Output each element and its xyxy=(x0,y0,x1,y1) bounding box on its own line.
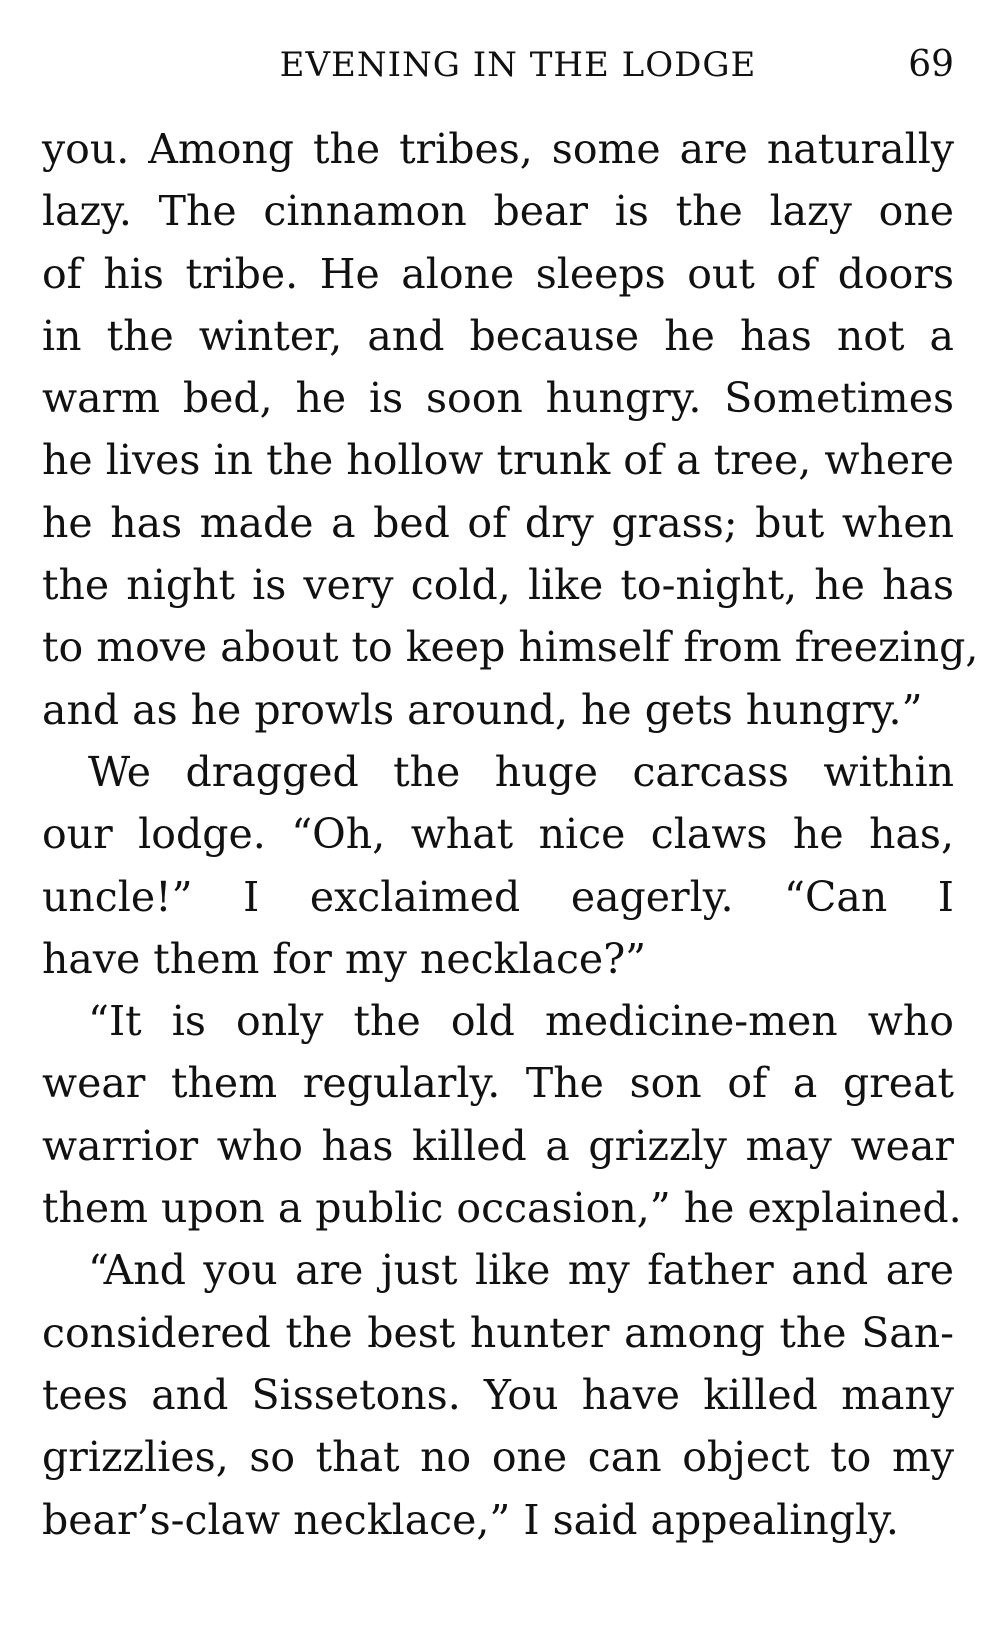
text-line: to move about to keep himself from freezing, xyxy=(42,623,979,672)
text-line: considered the best hunter among the San- xyxy=(42,1308,954,1357)
text-line: them upon a public occasion,” he explained. xyxy=(42,1184,962,1233)
text-line: he lives in the hollow trunk of a tree, where xyxy=(42,436,954,485)
text-line: lazy. The cinnamon bear is the lazy one xyxy=(42,187,954,236)
paragraph-first-line: “It is only the old medicine-men who xyxy=(88,997,954,1046)
page-number: 69 xyxy=(908,44,954,85)
paragraph-first-line: “And you are just like my father and are xyxy=(88,1246,954,1295)
body-text xyxy=(42,118,979,1551)
text-line: warrior who has killed a grizzly may wear xyxy=(42,1121,954,1170)
text-line: uncle!” I exclaimed eagerly. “Can I xyxy=(42,872,954,921)
text-line: in the winter, and because he has not a xyxy=(42,311,954,360)
text-line: grizzlies, so that no one can object to my xyxy=(42,1433,954,1482)
text-line: the night is very cold, like to-night, he has xyxy=(42,561,954,610)
text-line: tees and Sissetons. You have killed many xyxy=(42,1370,954,1419)
page-header xyxy=(42,40,954,90)
running-head: EVENING IN THE LODGE xyxy=(279,45,757,85)
text-line: you. Among the tribes, some are naturally xyxy=(42,125,954,173)
text-line: bear’s-claw necklace,” I said appealingly. xyxy=(42,1495,899,1544)
text-line: and as he prowls around, he gets hungry.” xyxy=(42,685,923,734)
text-line: he has made a bed of dry grass; but when xyxy=(42,498,954,547)
text-line: have them for my necklace?” xyxy=(42,934,647,983)
text-line: our lodge. “Oh, what nice claws he has, xyxy=(42,810,954,859)
paragraph-first-line: We dragged the huge carcass within xyxy=(88,747,954,796)
text-line: warm bed, he is soon hungry. Sometimes xyxy=(42,374,954,423)
text-line: wear them regularly. The son of a great xyxy=(42,1059,954,1108)
text-line: of his tribe. He alone sleeps out of doors xyxy=(42,249,954,298)
